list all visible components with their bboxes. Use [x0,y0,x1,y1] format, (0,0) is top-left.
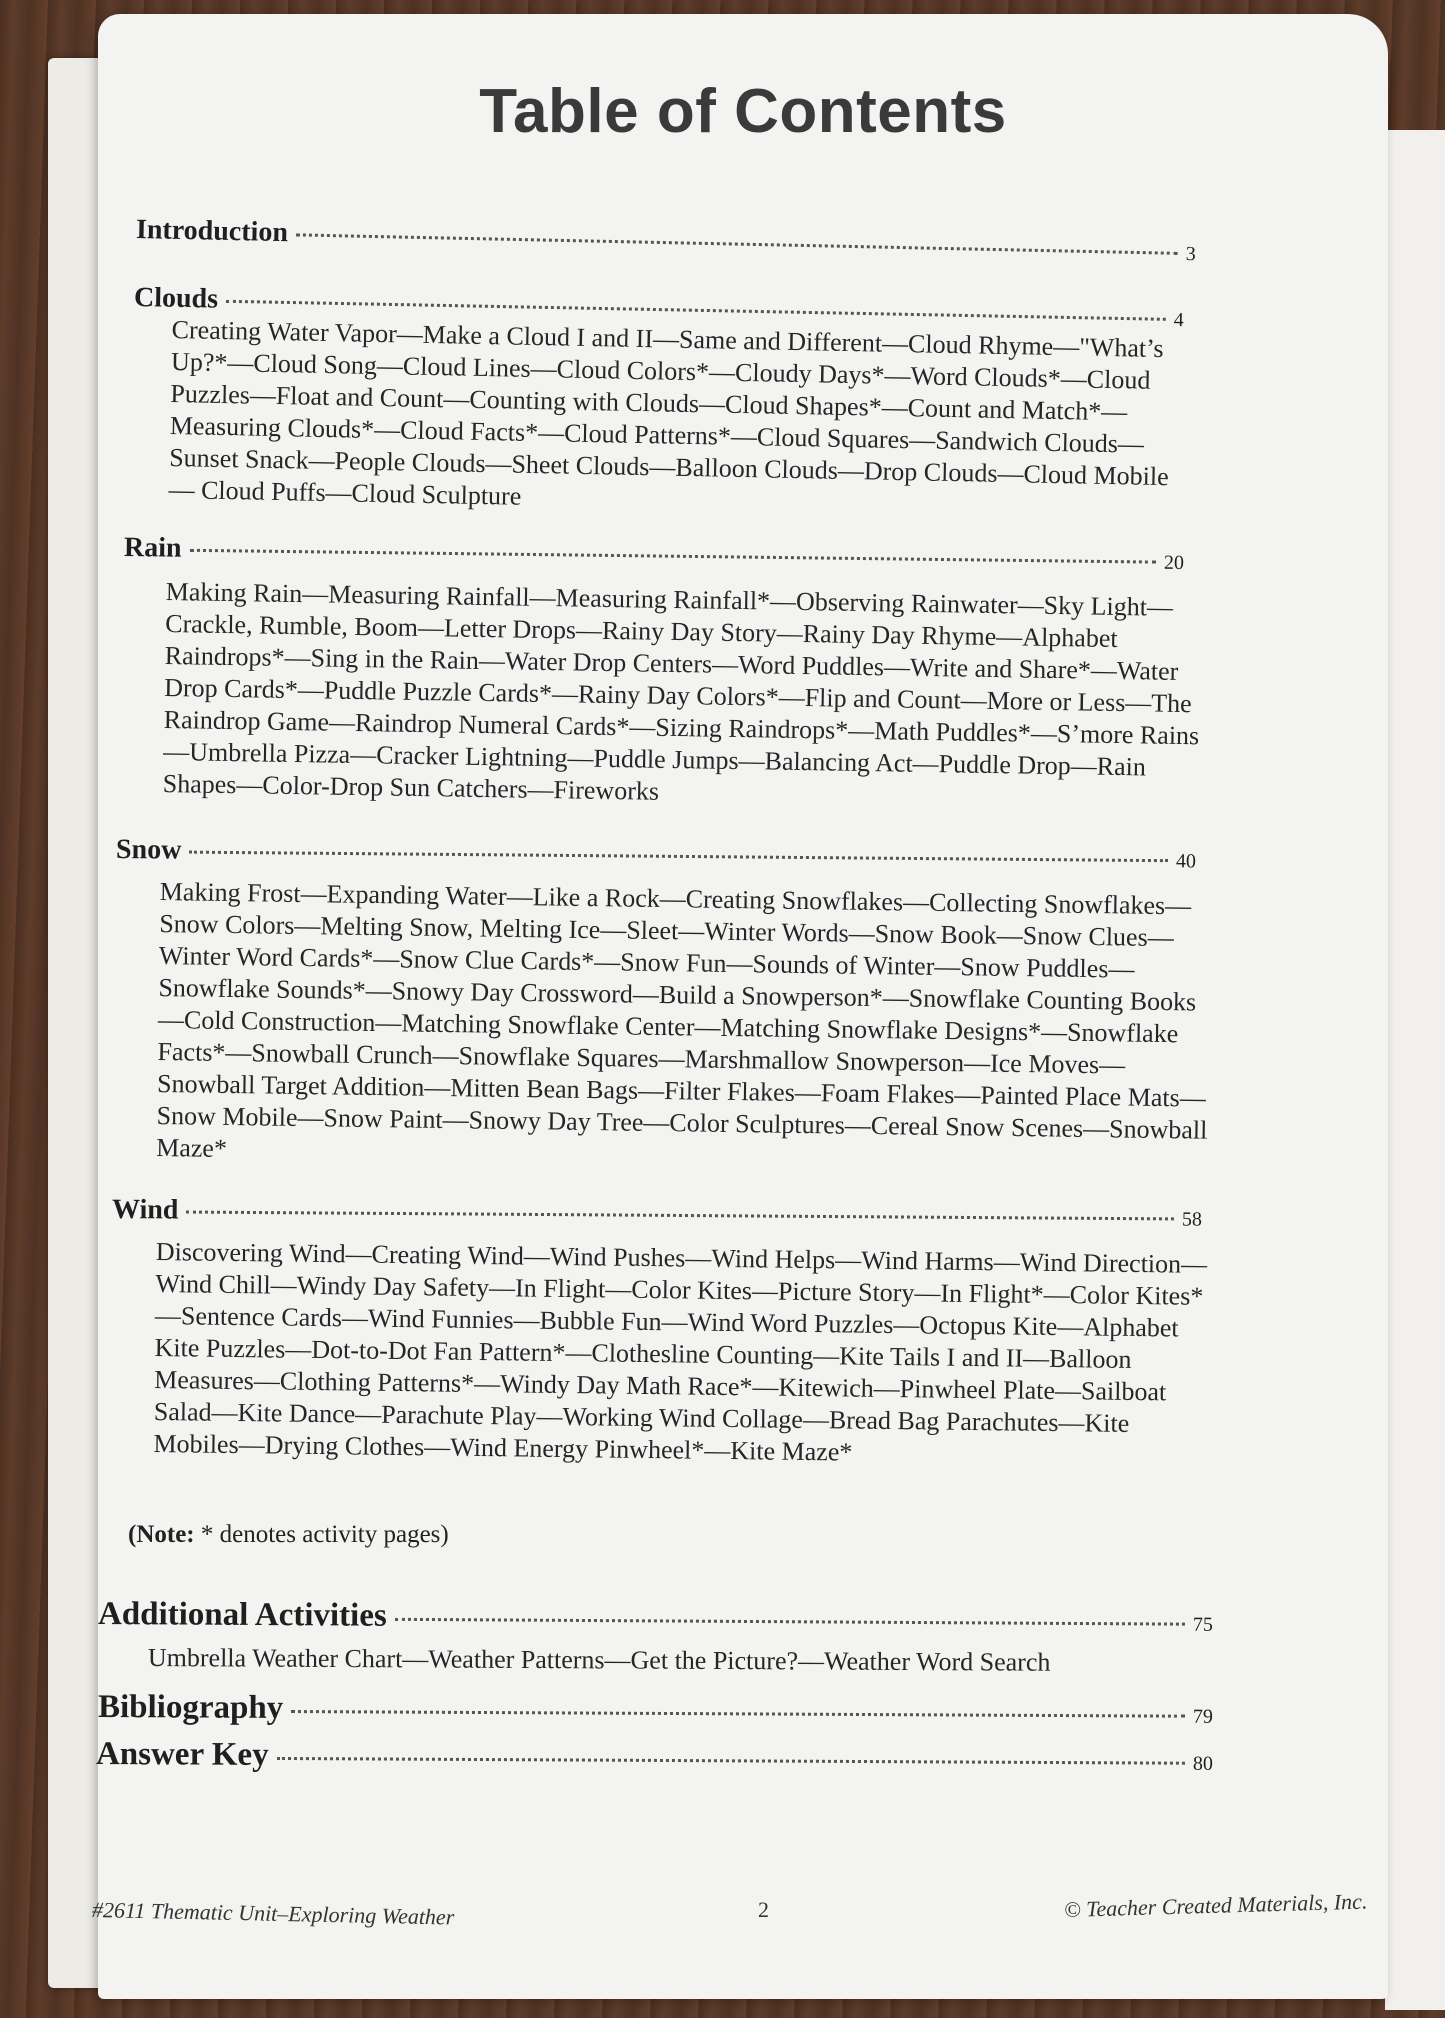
entry-label: Wind [111,1194,179,1226]
additional-activities-list: Umbrella Weather Chart—Weather Patterns—Get the Picture?—Weather Word Search [147,1643,1051,1677]
clouds-activities: Creating Water Vapor—Make a Cloud I and II—Same and Different—Cloud Rhyme—"What’s Up?*—Cloud Song—Cloud Lines—Cloud Colors*—Cloudy Days*—Word Clouds*—Cloud Puzzles—Float and Count—Counting with Clouds—Cloud Shapes*—Count and Match*—Measuring Clouds*—Cloud Facts*—Cloud Patterns*—Cloud Squares—Sandwich Clouds—Sunset Snack—People Clouds—Sheet Clouds—Balloon Clouds—Drop Clouds—Cloud Mobile— Cloud Puffs—Cloud Sculpture [168,314,1169,511]
entry-label: Snow [115,834,182,866]
entry-label: Additional Activities [97,1596,387,1634]
footer-book-title: #2611 Thematic Unit–Exploring Weather [91,1897,455,1930]
toc-entry-answer-key [96,1736,1213,1779]
entry-page-number: 20 [1163,551,1185,574]
snow-activities: Making Frost—Expanding Water—Like a Rock—Creating Snowflakes—Collecting Snowflakes—Snow Colors—Melting Snow, Melting Ice—Sleet—Winter Words—Snow Book—Snow Clues—Winter Word Cards*—Snow Clue Cards*—Snow Fun—Sounds of Winter—Snow Puddles—Snowflake Sounds*—Snowy Day Crossword—Build a Snowperson*—Snowflake Counting Books—Cold Construction—Matching Snowflake Center—Matching Snowflake Designs*—Snowflake Facts*—Snowball Crunch—Snowflake Squares—Marshmallow Snowperson—Ice Moves—Snowball Target Addition—Mitten Bean Bags—Filter Flakes—Foam Flakes—Painted Place Mats—Snow Mobile—Snow Paint—Snowy Day Tree—Color Sculptures—Cereal Snow Scenes—Snowball Maze* [156,876,1208,1163]
entry-label: Introduction [135,214,289,249]
note-label: (Note: [128,1521,195,1548]
dot-leader [277,1757,1185,1765]
toc-entry-wind [112,1194,1202,1234]
dot-leader [296,233,1178,254]
dot-leader [291,1710,1185,1718]
footer-copyright: © Teacher Created Materials, Inc. [1063,1888,1368,1922]
entry-page-number: 58 [1181,1208,1203,1231]
entry-label: Answer Key [95,1736,269,1773]
facing-page-edge [1385,130,1445,2010]
dot-leader [190,549,1156,564]
entry-page-number: 4 [1173,308,1184,332]
entry-page-number: 75 [1192,1613,1214,1636]
toc-entry-introduction [136,214,1196,268]
footer-page-number: 2 [758,1897,769,1922]
note-text: * denotes activity pages) [194,1521,449,1548]
book-page [91,14,1388,1999]
entry-label: Bibliography [97,1689,284,1726]
entry-page-number: 80 [1192,1752,1214,1775]
dot-leader [189,851,1168,863]
dot-leader [186,1211,1174,1221]
page-title: Table of Contents [479,77,1007,146]
wind-activities: Discovering Wind—Creating Wind—Wind Pushes—Wind Helps—Wind Harms—Wind Direction—Wind Chill—Windy Day Safety—In Flight—Color Kites—Picture Story—In Flight*—Color Kites*—Sentence Cards—Wind Funnies—Bubble Fun—Wind Word Puzzles—Octopus Kite—Alphabet Kite Puzzles—Dot-to-Dot Fan Pattern*—Clothesline Counting—Kite Tails I and II—Balloon Measures—Clothing Patterns*—Windy Day Math Race*—Kitewich—Pinwheel Plate—Sailboat Salad—Kite Dance—Parachute Play—Working Wind Collage—Bread Bag Parachutes—Kite Mobiles—Drying Clothes—Wind Energy Pinwheel*—Kite Maze* [153,1236,1208,1467]
toc-entry-bibliography [98,1689,1213,1732]
entry-label: Rain [123,532,182,564]
entry-page-number: 3 [1185,242,1196,266]
entry-page-number: 40 [1175,850,1197,873]
entry-page-number: 79 [1192,1705,1214,1728]
toc-entry-additional-activities [98,1596,1213,1640]
rain-activities: Making Rain—Measuring Rainfall—Measuring Rainfall*—Observing Rainwater—Sky Light—Crackle, Rumble, Boom—Letter Drops—Rainy Day Story—Rainy Day Rhyme—Alphabet Raindrops*—Sing in the Rain—Water Drop Centers—Word Puddles—Write and Share*—Water Drop Cards*—Puddle Puzzle Cards*—Rainy Day Colors*—Flip and Count—More or Less—The Raindrop Game—Raindrop Numeral Cards*—Sizing Raindrops*—Math Puddles*—S’more Rains—Umbrella Pizza—Cracker Lightning—Puddle Jumps—Balancing Act—Puddle Drop—Rain Shapes—Color-Drop Sun Catchers—Fireworks [162,576,1200,806]
activity-note [128,1521,449,1549]
dot-leader [395,1618,1185,1626]
toc-entry-rain [124,532,1184,577]
entry-label: Clouds [133,282,219,315]
toc-entry-snow [116,834,1196,875]
